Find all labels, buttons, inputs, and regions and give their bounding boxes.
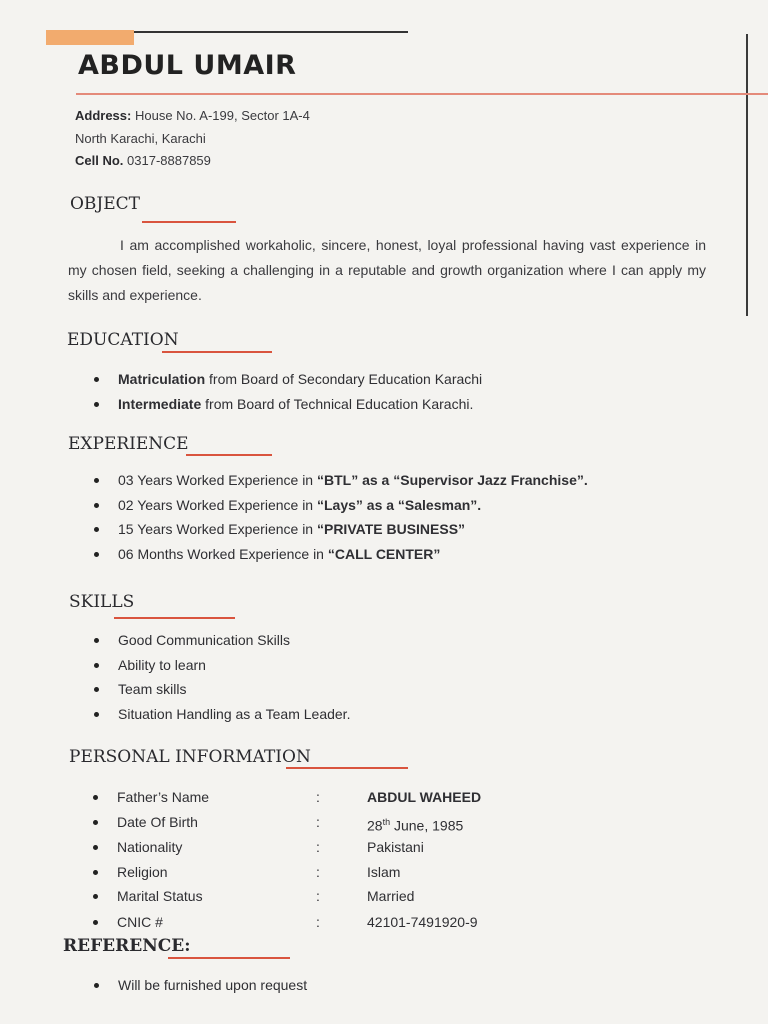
experience-list [118, 468, 588, 566]
objective-text: I am accomplished workaholic, sincere, honest, loyal professional having vast experience in my chosen field, seeking a challenging in a reputable and growth organization where I can apply my skills and experience. [68, 237, 706, 303]
list-item: Team skills [118, 677, 350, 702]
personal-info-row: Nationality : Pakistani [117, 835, 517, 859]
objective-heading: OBJECT [70, 194, 141, 214]
list-item: 06 Months Worked Experience in “CALL CENTER” [118, 542, 588, 567]
personal-info-underline [286, 767, 408, 769]
list-item: 02 Years Worked Experience in “Lays” as a “Salesman”. [118, 493, 588, 518]
list-item: Intermediate from Board of Technical Education Karachi. [118, 392, 482, 417]
reference-heading: REFERENCE: [63, 936, 191, 956]
list-item: Good Communication Skills [118, 628, 350, 653]
address-line-2: North Karachi, Karachi [75, 131, 206, 146]
margin-vertical-rule [746, 34, 748, 316]
cell-number-line [75, 153, 211, 168]
personal-info-row: CNIC # : 42101-7491920-9 [117, 910, 517, 934]
header-top-rule [134, 31, 408, 33]
skills-list [118, 628, 350, 726]
cell-label: Cell No. [75, 153, 124, 168]
personal-info-row: Marital Status : Married [117, 884, 517, 908]
list-item: Ability to learn [118, 653, 350, 678]
personal-info-row: Date Of Birth : 28th June, 1985 [117, 810, 517, 834]
skills-heading: SKILLS [69, 592, 135, 612]
education-heading: EDUCATION [67, 330, 179, 350]
address-line-1 [75, 108, 310, 123]
personal-info-row: Father’s Name : ABDUL WAHEED [117, 785, 517, 809]
header-accent-bar [46, 30, 134, 45]
skills-underline [114, 617, 235, 619]
personal-info-row: Religion : Islam [117, 860, 517, 884]
list-item: Matriculation from Board of Secondary Education Karachi [118, 367, 482, 392]
experience-underline [186, 454, 272, 456]
education-underline [162, 351, 272, 353]
reference-list [118, 973, 307, 998]
personal-info-heading: PERSONAL INFORMATION [69, 747, 311, 767]
name-underline [76, 93, 768, 95]
address-label: Address: [75, 108, 132, 123]
list-item: 15 Years Worked Experience in “PRIVATE BUSINESS” [118, 517, 588, 542]
address-value: House No. A-199, Sector 1A-4 [134, 108, 310, 123]
experience-heading: EXPERIENCE [68, 434, 189, 454]
education-list [118, 367, 482, 416]
list-item: Situation Handling as a Team Leader. [118, 702, 350, 727]
list-item: 03 Years Worked Experience in “BTL” as a “Supervisor Jazz Franchise”. [118, 468, 588, 493]
reference-underline [168, 957, 290, 959]
objective-underline [142, 221, 236, 223]
list-item: Will be furnished upon request [118, 973, 307, 998]
applicant-name: ABDUL UMAIR [78, 50, 297, 81]
cell-value: 0317-8887859 [127, 153, 211, 168]
